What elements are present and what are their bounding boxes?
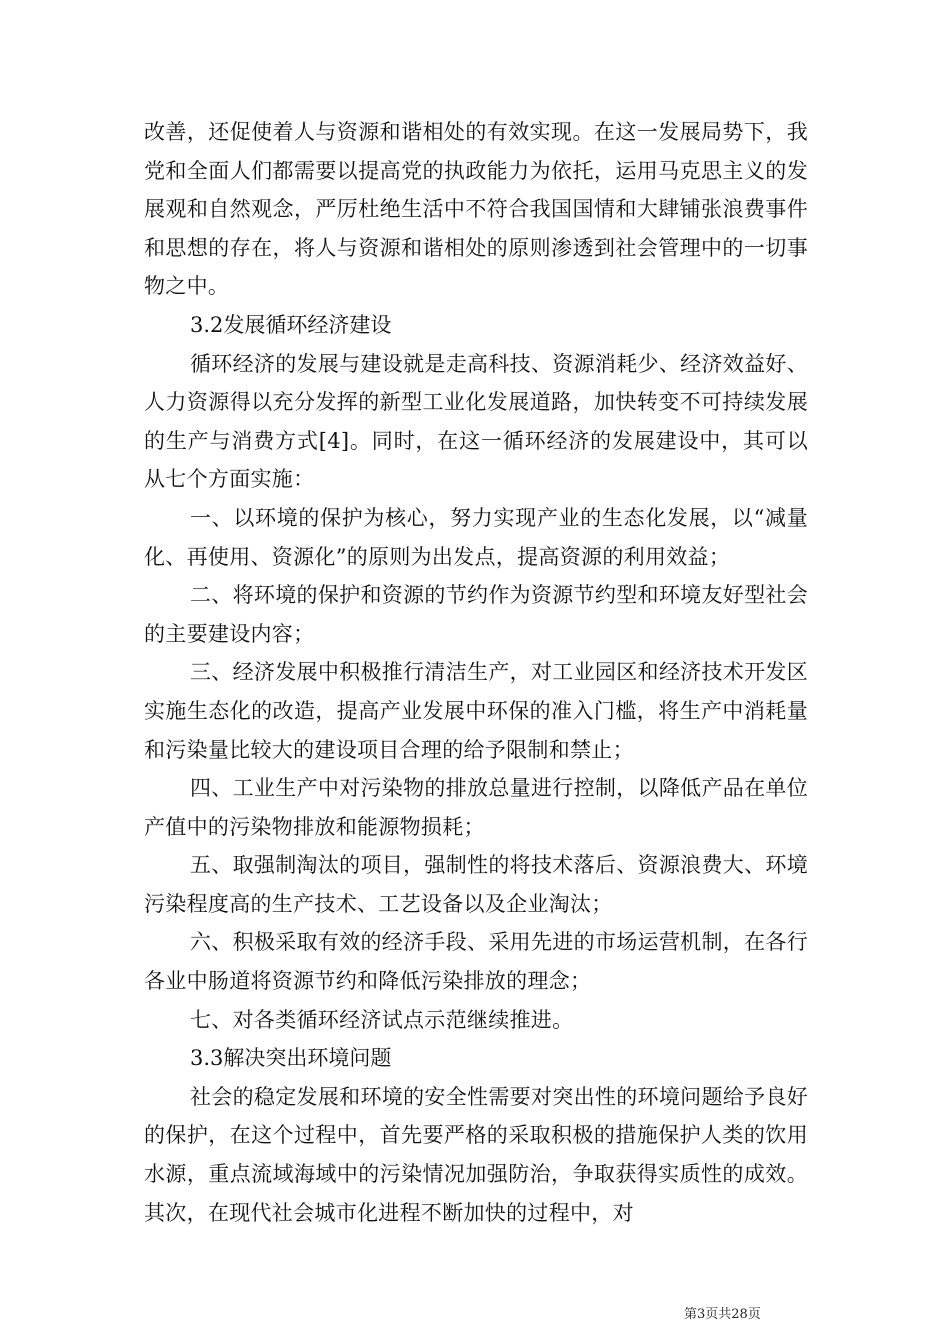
list-item-5: 五、取强制淘汰的项目，强制性的将技术落后、资源浪费大、环境污染程度高的生产技术、工艺设备以及企业淘汰； (144, 853, 808, 916)
paragraph-circular-economy: 循环经济的发展与建设就是走高科技、资源消耗少、经济效益好、人力资源得以充分发挥的新型工业化发展道路，加快转变不可持续发展的生产与消费方式[4]。同时，在这一循环经济的发展建设中，其可以从七个方面实施： (144, 351, 808, 492)
section-heading-3-3: 3.3解决突出环境问题 (190, 1046, 392, 1071)
document-page (144, 113, 808, 1232)
section-heading-3-2: 3.2发展循环经济建设 (190, 312, 392, 337)
paragraph-intro-continuation: 改善，还促使着人与资源和谐相处的有效实现。在这一发展局势下，我党和全面人们都需要以提高党的执政能力为依托，运用马克思主义的发展观和自然观念，严厉杜绝生活中不符合我国国情和大肆铺张浪费事件和思想的存在，将人与资源和谐相处的原则渗透到社会管理中的一切事物之中。 (144, 120, 808, 299)
list-item-2: 二、将环境的保护和资源的节约作为资源节约型和环境友好型社会的主要建设内容； (144, 583, 808, 646)
page-number-footer: 第3页共28页 (684, 1307, 761, 1322)
list-item-4: 四、工业生产中对污染物的排放总量进行控制，以降低产品在单位产值中的污染物排放和能源物损耗； (144, 776, 808, 839)
list-item-3: 三、经济发展中积极推行清洁生产，对工业园区和经济技术开发区实施生态化的改造，提高产业发展中环保的准入门槛，将生产中消耗量和污染量比较大的建设项目合理的给予限制和禁止； (144, 660, 808, 762)
paragraph-environment-problems: 社会的稳定发展和环境的安全性需要对突出性的环境问题给予良好的保护，在这个过程中，首先要严格的采取积极的措施保护人类的饮用水源，重点流域海域中的污染情况加强防治，争取获得实质性的成效。其次，在现代社会城市化进程不断加快的过程中，对 (144, 1084, 808, 1225)
list-item-6: 六、积极采取有效的经济手段、采用先进的市场运营机制，在各行各业中肠道将资源节约和降低污染排放的理念； (144, 930, 808, 994)
list-item-7: 七、对各类循环经济试点示范继续推进。 (190, 1007, 574, 1032)
list-item-1: 一、以环境的保护为核心，努力实现产业的生态化发展，以“减量化、再使用、资源化”的原则为出发点，提高资源的利用效益； (144, 505, 808, 569)
